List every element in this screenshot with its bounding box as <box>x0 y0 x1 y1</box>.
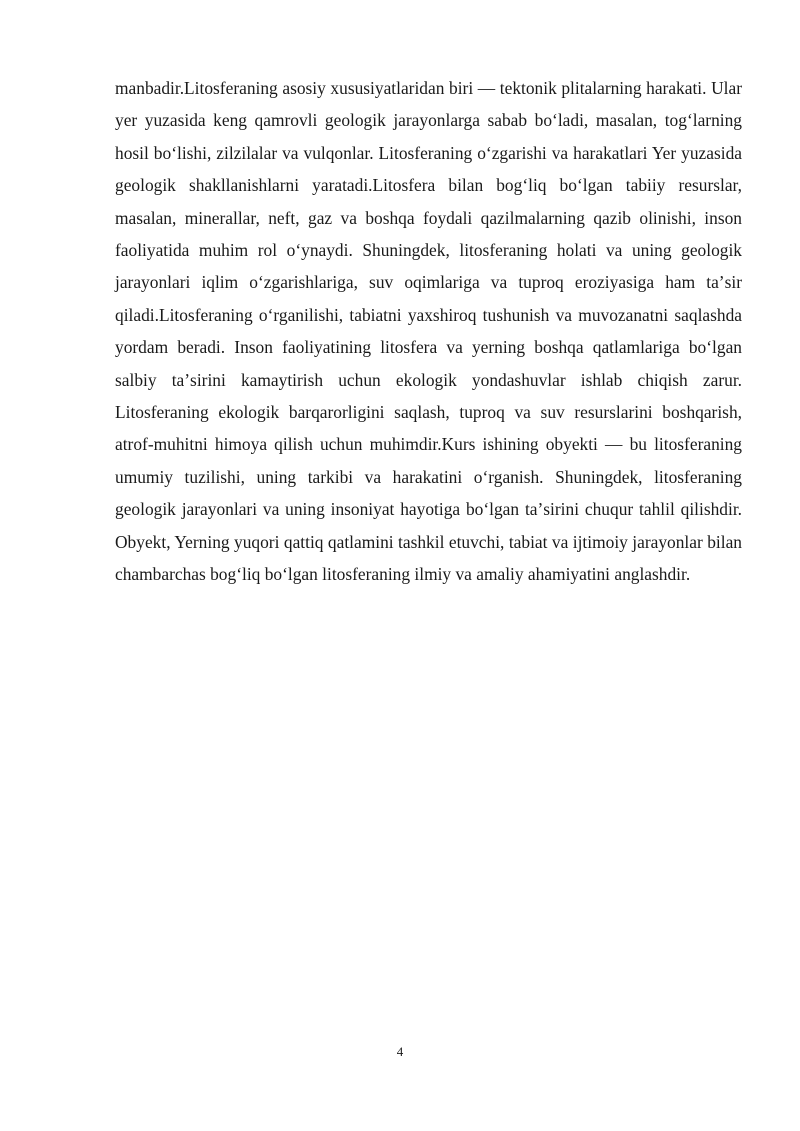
body-paragraph: manbadir.Litosferaning asosiy xususiyatlaridan biri — tektonik plitalarning harakati. Ular yer yuzasida keng qamrovli geologik jarayonlarga sabab boʻladi, masalan, togʻlarning hosil boʻlishi, zilzilalar va vulqonlar. Litosferaning oʻzgarishi va harakatlari Yer yuzasida geologik shakllanishlarni yaratadi.Litosfera bilan bogʻliq boʻlgan tabiiy resurslar, masalan, minerallar, neft, gaz va boshqa foydali qazilmalarning qazib olinishi, inson faoliyatida muhim rol oʻynaydi. Shuningdek, litosferaning holati va uning geologik jarayonlari iqlim oʻzgarishlariga, suv oqimlariga va tuproq eroziyasiga ham taʼsir qiladi.Litosferaning oʻrganilishi, tabiatni yaxshiroq tushunish va muvozanatni saqlashda yordam beradi. Inson faoliyatining litosfera va yerning boshqa qatlamlariga boʻlgan salbiy taʼsirini kamaytirish uchun ekologik yondashuvlar ishlab chiqish zarur. Litosferaning ekologik barqarorligini saqlash, tuproq va suv resurslarini boshqarish, atrof-muhitni himoya qilish uchun muhimdir.Kurs ishining obyekti — bu litosferaning umumiy tuzilishi, uning tarkibi va harakatini oʻrganish. Shuningdek, litosferaning geologik jarayonlari va uning insoniyat hayotiga boʻlgan taʼsirini chuqur tahlil qilishdir. Obyekt, Yerning yuqori qattiq qatlamini tashkil etuvchi, tabiat va ijtimoiy jarayonlar bilan chambarchas bogʻliq boʻlgan litosferaning ilmiy va amaliy ahamiyatini anglashdir. <box>115 78 742 585</box>
page-number: 4 <box>396 1044 404 1059</box>
